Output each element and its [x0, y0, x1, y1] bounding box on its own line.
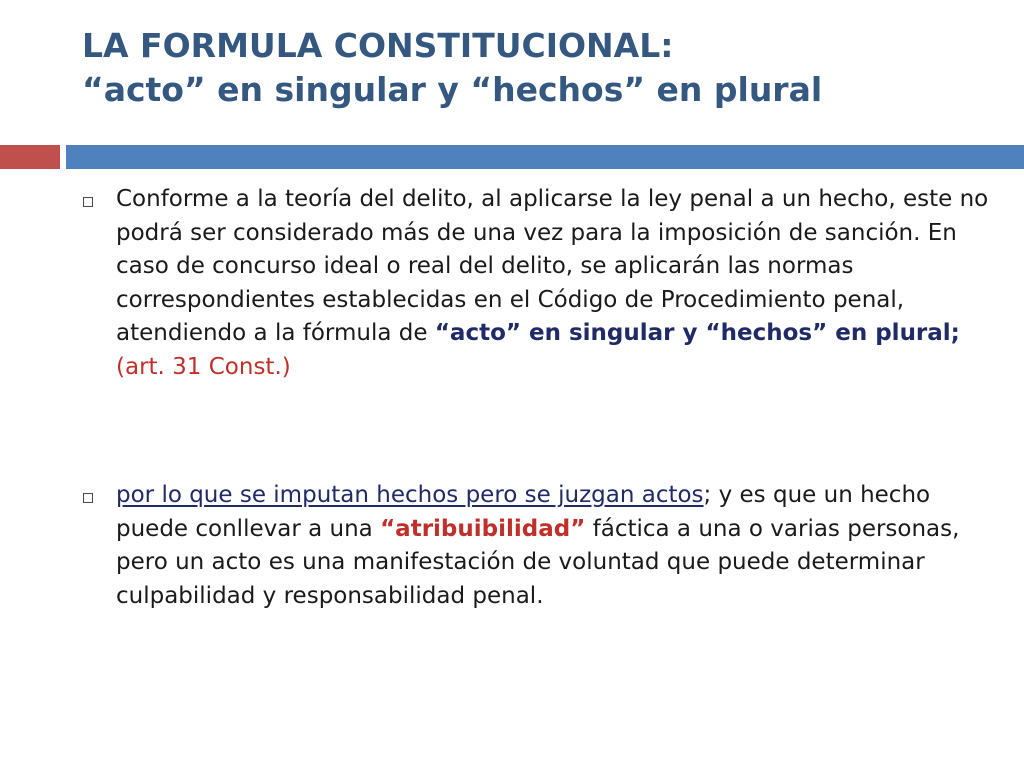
bullet-1-reference: (art. 31 Const.) — [116, 353, 291, 380]
slide-title — [82, 24, 1002, 112]
bullet-1-text — [116, 183, 996, 384]
bullet-2-text — [116, 479, 996, 613]
title-accent-bar-blue — [66, 145, 1024, 169]
title-line-2: “acto” en singular y “hechos” en plural — [82, 70, 823, 109]
title-accent-bar-red — [0, 145, 60, 169]
bullet-1-emphasis: “acto” en singular y “hechos” en plural; — [434, 320, 960, 346]
title-line-1: LA FORMULA CONSTITUCIONAL: — [82, 26, 674, 65]
bullet-1-body: Conforme a la teoría del delito, al aplicarse la ley penal a un hecho, este no podrá ser considerado más de una vez para la imposición de sanción. En caso de concurso ideal o real del delito, se aplicarán las normas correspondientes establecidas en el Código de Procedimiento penal, atendiendo a la fórmula de — [116, 186, 989, 346]
bullet-2-body-end: fáctica a una o varias personas, pero un acto es una manifestación de voluntad que puede determinar culpabilidad y responsabilidad penal. — [116, 515, 960, 609]
bullet-2-emphasis: “atribuibilidad” — [380, 515, 586, 542]
bullet-2-underlined-phrase: por lo que se imputan hechos pero se juzgan actos — [116, 482, 704, 508]
bullet-2-body-middle: ; y es que un hecho puede conllevar a una — [116, 482, 931, 542]
square-bullet-icon — [83, 197, 93, 207]
square-bullet-icon — [83, 493, 93, 503]
